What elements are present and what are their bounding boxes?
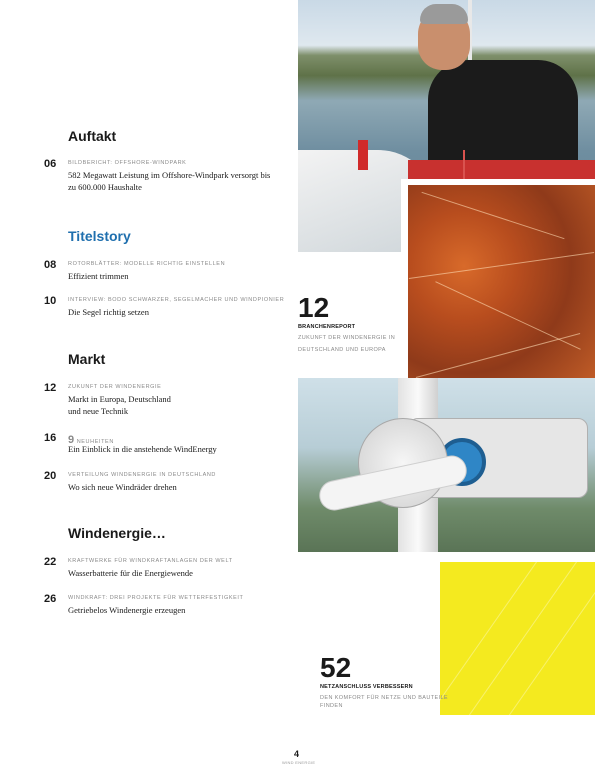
entry-kicker: ZUKUNFT DER WINDENERGIE [68, 384, 162, 390]
entry-description: Markt in Europa, Deutschland und neue Technik [68, 394, 171, 416]
entry-kicker: KRAFTWERKE FÜR WINDKRAFTANLAGEN DER WELT [68, 558, 233, 564]
entry-page-number: 06 [44, 158, 57, 170]
feature-label: BRANCHENREPORT [298, 324, 356, 330]
entry-page-number: 12 [44, 382, 57, 394]
entry-page-number: 10 [44, 295, 57, 307]
entry-description: Wo sich neue Windräder drehen [68, 482, 177, 492]
entry-page-number: 16 [44, 432, 57, 444]
feature-52[interactable] [320, 654, 450, 710]
section-title-auftakt: Auftakt [68, 128, 117, 144]
feature-subtitle-line-1: DEN KOMFORT FÜR NETZE UND BAUTEILE FINDEN [320, 695, 448, 709]
section-title-markt: Markt [68, 351, 106, 367]
entry-kicker: NEUHEITEN [76, 439, 114, 445]
nacelle-illustration [298, 378, 595, 552]
road-line [409, 252, 594, 279]
entry-description: Die Segel richtig setzen [68, 307, 149, 317]
sailor-pants-shape [408, 160, 595, 180]
section-title-windenergie: Windenergie… [68, 525, 166, 541]
entry-page-number: 26 [44, 593, 57, 605]
entry-kicker: WINDKRAFT: DREI PROJEKTE FÜR WETTERFESTIGKEIT [68, 595, 244, 601]
entry-inline-count: 9 [68, 434, 75, 446]
entry-description: Wasserbatterie für die Energiewende [68, 568, 193, 578]
entry-description: 582 Megawatt Leistung im Offshore-Windpark versorgt bis zu 600.000 Haushalte [68, 170, 271, 192]
road-line [422, 192, 565, 239]
feature-label: NETZANSCHLUSS VERBESSERN [320, 684, 413, 690]
aerial-windfarm-photo [408, 185, 595, 388]
entry-kicker: INTERVIEW: BODO SCHWARZER, SEGELMACHER UND WINDPIONIER [68, 297, 285, 303]
page-number: 4 [294, 749, 300, 759]
yellow-image-block [440, 562, 595, 715]
feature-page-number: 52 [320, 652, 352, 683]
entry-page-number: 20 [44, 470, 57, 482]
feature-subtitle-line-2: DEUTSCHLAND UND EUROPA [298, 347, 386, 353]
entry-kicker: VERTEILUNG WINDENERGIE IN DEUTSCHLAND [68, 472, 217, 478]
sailor-hair-shape [420, 4, 468, 24]
entry-kicker: BILDBERICHT: OFFSHORE-WINDPARK [68, 160, 187, 166]
feature-12[interactable] [298, 294, 408, 354]
flag-shape [358, 140, 368, 170]
road-line [416, 333, 580, 378]
entry-kicker: ROTORBLÄTTER: MODELLE RICHTIG EINSTELLEN [68, 261, 226, 267]
feature-subtitle-line-1: ZUKUNFT DER WINDENERGIE IN [298, 335, 396, 341]
entry-page-number: 22 [44, 556, 57, 568]
section-title-titelstory: Titelstory [68, 228, 131, 244]
yellow-stripe [503, 560, 595, 724]
entry-page-number: 08 [44, 259, 57, 271]
entry-description: Ein Einblick in die anstehende WindEnergy [68, 444, 217, 454]
page-footer: WIND ENERGIE [282, 760, 316, 765]
entry-description: Getriebelos Windenergie erzeugen [68, 605, 186, 615]
entry-description: Effizient trimmen [68, 271, 129, 281]
feature-page-number: 12 [298, 292, 330, 323]
